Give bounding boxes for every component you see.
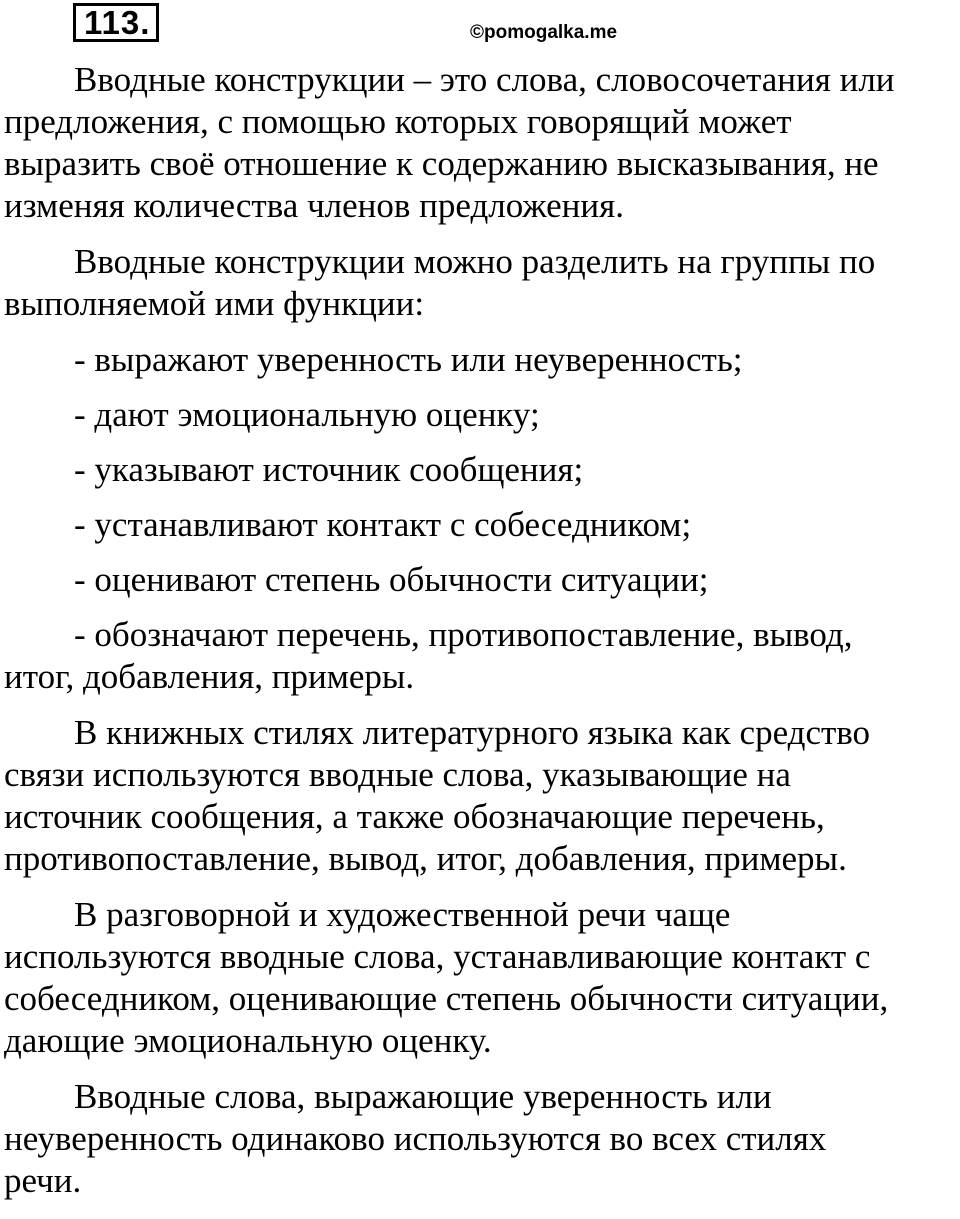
answer-text xyxy=(4,59,960,1216)
text-line: изменяя количества членов предложения. xyxy=(4,186,624,225)
paragraph-definition xyxy=(4,59,960,227)
text-line: противопоставление, вывод, итог, добавления, примеры. xyxy=(4,839,847,878)
text-line: итог, добавления, примеры. xyxy=(4,657,415,696)
list-item xyxy=(4,504,960,546)
text-line: - дают эмоциональную оценку; xyxy=(74,395,540,434)
text-line: - устанавливают контакт с собеседником; xyxy=(74,505,692,544)
list-item xyxy=(4,394,960,436)
text-line: Вводные конструкции можно разделить на группы по xyxy=(74,242,876,281)
text-line: - выражают уверенность или неуверенность; xyxy=(74,340,743,379)
list-item xyxy=(4,449,960,491)
text-line: предложения, с помощью которых говорящий может xyxy=(4,102,792,141)
text-line: выразить своё отношение к содержанию высказывания, не xyxy=(4,144,879,183)
paragraph-bookish-styles xyxy=(4,712,960,880)
text-line: используются вводные слова, устанавливающие контакт с xyxy=(4,937,871,976)
paragraph-all-styles xyxy=(4,1076,960,1202)
list-item xyxy=(4,614,960,698)
task-number: 113. xyxy=(73,3,159,42)
text-line: дающие эмоциональную оценку. xyxy=(4,1021,492,1060)
text-line: речи. xyxy=(4,1161,82,1200)
watermark: ©pomogalka.me xyxy=(470,22,618,43)
text-line: собеседником, оценивающие степень обычности ситуации, xyxy=(4,979,889,1018)
paragraph-groups-intro xyxy=(4,241,960,325)
text-line: - оценивают степень обычности ситуации; xyxy=(74,560,709,599)
text-line: Вводные слова, выражающие уверенность или xyxy=(74,1077,772,1116)
text-line: В книжных стилях литературного языка как средство xyxy=(74,713,871,752)
text-line: - указывают источник сообщения; xyxy=(74,450,584,489)
text-line: связи используются вводные слова, указывающие на xyxy=(4,755,791,794)
text-line: - обозначают перечень, противопоставление, вывод, xyxy=(74,615,853,654)
text-line: неуверенность одинаково используются во всех стилях xyxy=(4,1119,827,1158)
page-header xyxy=(0,0,960,60)
text-line: выполняемой ими функции: xyxy=(4,284,425,323)
paragraph-colloquial-speech xyxy=(4,894,960,1062)
text-line: В разговорной и художественной речи чаще xyxy=(74,895,731,934)
list-item xyxy=(4,339,960,381)
text-line: источник сообщения, а также обозначающие перечень, xyxy=(4,797,825,836)
text-line: Вводные конструкции – это слова, словосочетания или xyxy=(74,60,895,99)
list-item xyxy=(4,559,960,601)
